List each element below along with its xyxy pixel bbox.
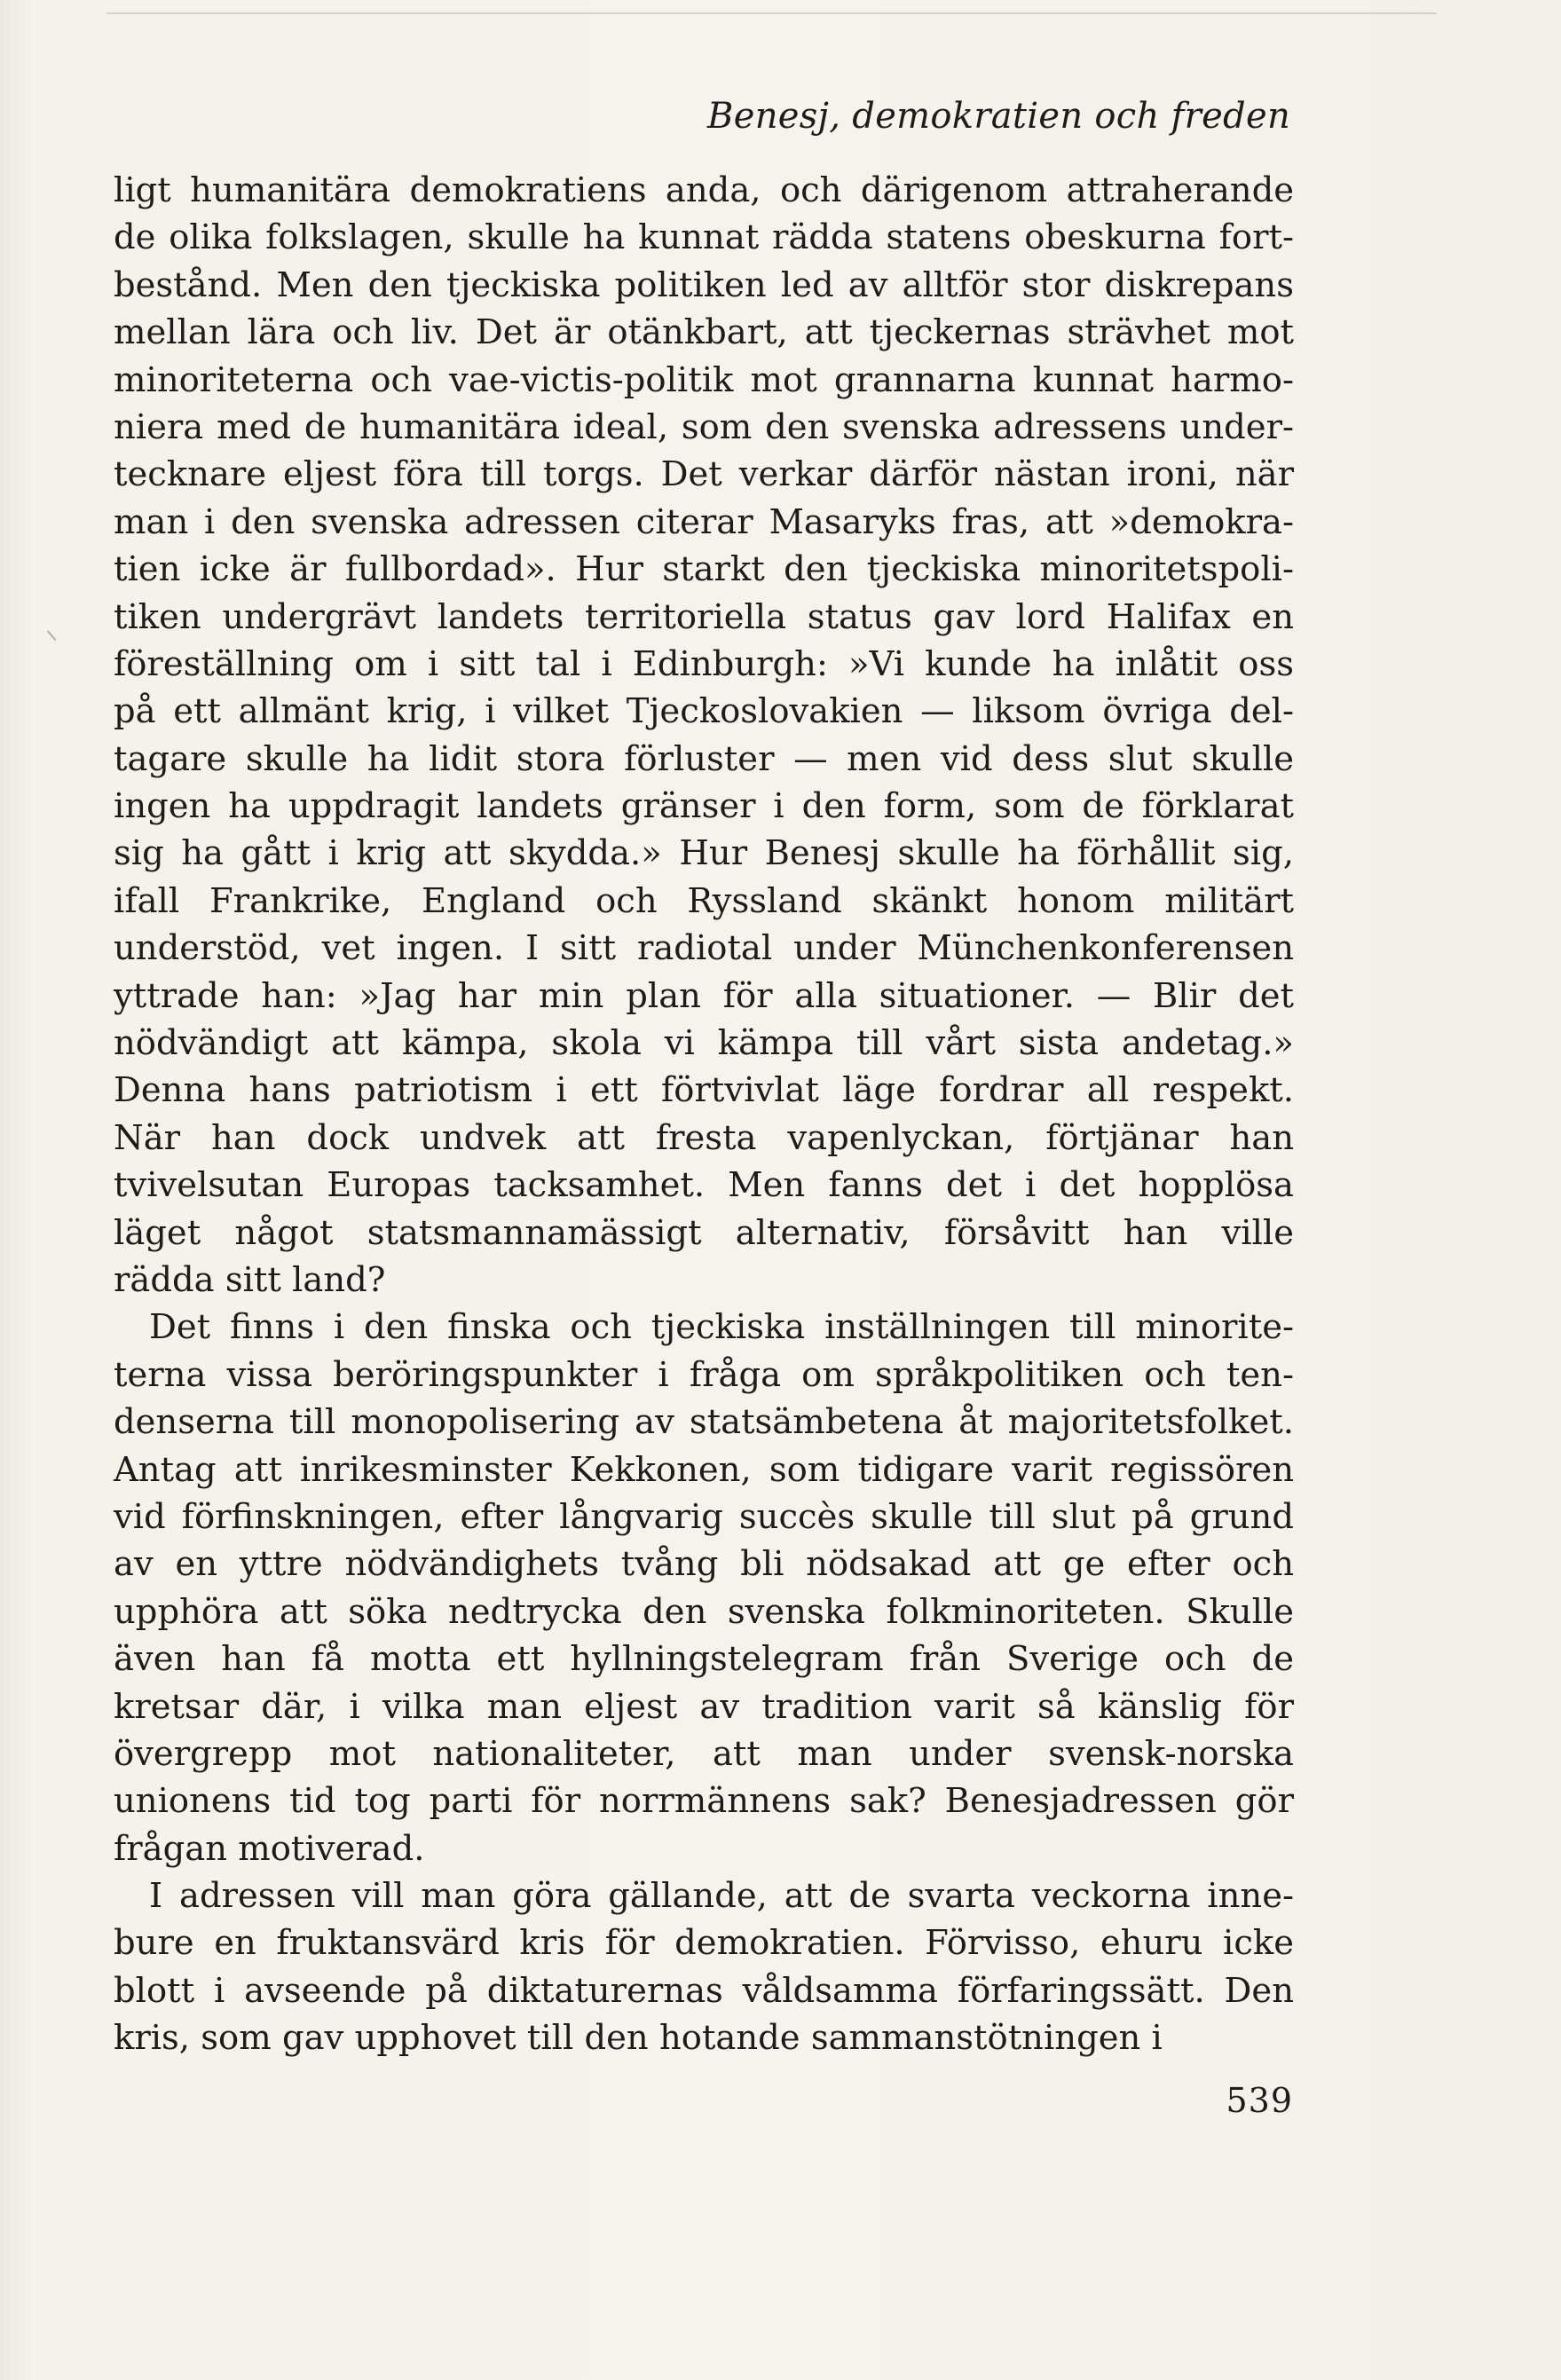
text-line: upphöra att söka nedtrycka den svenska folkminoriteten. Skulle [114,1591,1294,1632]
text-line: bestånd. Men den tjeckiska politiken led av alltför stor diskrepans [114,264,1294,305]
text-line: tagare skulle ha lidit stora förluster — men vid dess slut skulle [114,738,1294,779]
text-line: Denna hans patriotism i ett förtvivlat läge fordrar all respekt. [114,1070,1294,1111]
text-line: När han dock undvek att fresta vapenlyckan, förtjänar han [114,1117,1294,1158]
text-line: de olika folkslagen, skulle ha kunnat rädda statens obeskurna fort- [114,217,1294,258]
text-line: föreställning om i sitt tal i Edinburgh: »Vi kunde ha inlåtit oss [114,643,1294,684]
text-line: terna vissa beröringspunkter i fråga om språkpolitiken och ten- [114,1354,1294,1395]
text-line: på ett allmänt krig, i vilket Tjeckoslovakien — liksom övriga del- [114,691,1294,732]
text-line: tvivelsutan Europas tacksamhet. Men fanns det i det hopplösa [114,1165,1294,1206]
margin-pencil-mark [47,625,63,641]
text-line: Det finns i den finska och tjeckiska inställningen till minorite- [149,1307,1294,1348]
text-line: frågan motiverad. [114,1828,425,1869]
text-line: av en yttre nödvändighets tvång bli nödsakad att ge efter och [114,1544,1294,1585]
top-edge-rule [106,12,1437,14]
text-line: understöd, vet ingen. I sitt radiotal under Münchenkonferensen [114,928,1294,969]
body-text [114,167,1294,2062]
text-line: Antag att inrikesminster Kekkonen, som tidigare varit regissören [114,1449,1294,1490]
text-line: niera med de humanitära ideal, som den svenska adressens under- [114,406,1294,447]
text-line: yttrade han: »Jag har min plan för alla situationer. — Blir det [114,975,1294,1016]
text-line: mellan lära och liv. Det är otänkbart, att tjeckernas strävhet mot [114,312,1294,353]
text-line: blott i avseende på diktaturernas våldsamma förfaringssätt. Den [114,1970,1294,2011]
text-line: ingen ha uppdragit landets gränser i den form, som de förklarat [114,786,1294,827]
text-line: minoriteterna och vae-victis-politik mot grannarna kunnat harmo- [114,359,1294,400]
text-line: läget något statsmannamässigt alternativ, försåvitt han ville [114,1212,1294,1253]
text-line: man i den svenska adressen citerar Masaryks fras, att »demokra- [114,501,1294,542]
paragraph [114,1304,1294,1872]
text-line: ifall Frankrike, England och Ryssland skänkt honom militärt [114,880,1294,921]
text-line: bure en fruktansvärd kris för demokratien. Förvisso, ehuru icke [114,1923,1294,1964]
page-number: 539 [1226,2081,1293,2120]
text-line: I adressen vill man göra gällande, att de svarta veckorna inne- [149,1876,1294,1917]
text-line: sig ha gått i krig att skydda.» Hur Benesj skulle ha förhållit sig, [114,833,1294,874]
text-line: denserna till monopolisering av statsämbetena åt majoritetsfolket. [114,1402,1294,1443]
text-line: tiken undergrävt landets territoriella status gav lord Halifax en [114,596,1294,637]
paragraph [114,1872,1294,2062]
paragraph [114,167,1294,1304]
text-line: tien icke är fullbordad». Hur starkt den tjeckiska minoritetspoli- [114,549,1294,590]
text-line: rädda sitt land? [114,1259,386,1300]
text-line: ligt humanitära demokratiens anda, och därigenom attraherande [114,170,1294,210]
text-line: tecknare eljest föra till torgs. Det verkar därför nästan ironi, när [114,454,1294,495]
running-header: Benesj, demokratien och freden [707,96,1290,137]
text-line: unionens tid tog parti för norrmännens sak? Benesjadressen gör [114,1781,1294,1822]
text-line: nödvändigt att kämpa, skola vi kämpa till vårt sista andetag.» [114,1023,1294,1064]
text-line: kretsar där, i vilka man eljest av tradition varit så känslig för [114,1686,1294,1727]
text-line: vid förfinskningen, efter långvarig succès skulle till slut på grund [114,1496,1294,1537]
text-line: övergrepp mot nationaliteter, att man under svensk-norska [114,1733,1294,1774]
text-line: kris, som gav upphovet till den hotande sammanstötningen i [114,2018,1163,2059]
text-line: även han få motta ett hyllningstelegram från Sverige och de [114,1639,1294,1680]
